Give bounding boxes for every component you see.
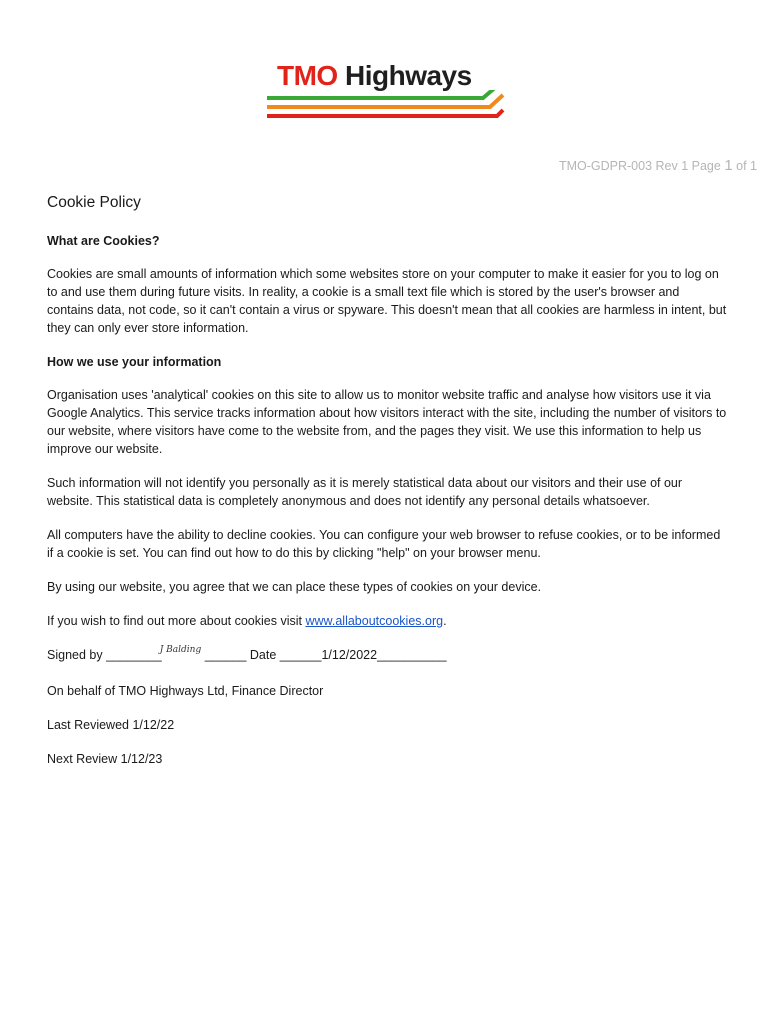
heading-what-are-cookies: What are Cookies?	[47, 234, 160, 248]
paragraph-statistical-data: Such information will not identify you personally as it is merely statistical data about our visitors and their use of our website. This statistical data is completely anonymous and does not identify any personal details whatsoever.	[47, 476, 683, 508]
on-behalf-text: On behalf of TMO Highways Ltd, Finance Director	[47, 684, 324, 698]
heading-how-we-use: How we use your information	[47, 355, 222, 369]
paragraph-more-info	[47, 612, 727, 630]
page-total: of 1	[736, 159, 757, 173]
signed-by-label: Signed by ________	[47, 648, 162, 662]
more-info-suffix: .	[443, 614, 447, 628]
paragraph-analytics: Organisation uses 'analytical' cookies on this site to allow us to monitor website traffic and analyse how visitors use it via Google Analytics. This service tracks information about how visitors interact with the site, including the number of visitors to our website, where visitors have come to the website from, and the pages they visit. We use this information to help us improve our website.	[47, 388, 727, 456]
next-review-text: Next Review 1/12/23	[47, 752, 163, 766]
company-logo	[265, 60, 505, 124]
paragraph-cookies-definition: Cookies are small amounts of information which some websites store on your computer to make it easier for you to log on to and use them during future visits. In reality, a cookie is a small text file which is stored by the user's browser and contains data, not code, so it can't contain a virus or spyware. This doesn't mean that all cookies are harmless in intent, but they can only ever store information.	[47, 267, 727, 335]
page-number: 1	[724, 157, 733, 174]
doc-ref-prefix: TMO-GDPR-003 Rev 1 Page	[558, 159, 721, 173]
date-field: Date ______1/12/2022__________	[249, 648, 447, 662]
page-title: Cookie Policy	[47, 194, 141, 211]
document-body	[47, 192, 727, 784]
logo-highways-text: Highways	[345, 60, 472, 91]
allaboutcookies-link[interactable]: www.allaboutcookies.org	[305, 614, 444, 628]
signature-line	[47, 646, 727, 666]
logo-stripes-graphic	[265, 90, 505, 124]
logo-tmo-text: TMO	[277, 60, 338, 91]
last-reviewed-text: Last Reviewed 1/12/22	[47, 718, 175, 732]
paragraph-agreement: By using our website, you agree that we can place these types of cookies on your device.	[47, 580, 542, 594]
handwritten-signature: J Balding	[159, 645, 202, 655]
signed-gap: ______	[201, 648, 250, 662]
document-reference	[559, 157, 757, 174]
more-info-text: If you wish to find out more about cookies visit	[47, 614, 302, 628]
paragraph-decline-cookies: All computers have the ability to decline cookies. You can configure your web browser to refuse cookies, or to be informed if a cookie is set. You can find out how to do this by clicking "help" on your browser menu.	[47, 528, 721, 560]
logo-wordmark	[277, 60, 472, 92]
